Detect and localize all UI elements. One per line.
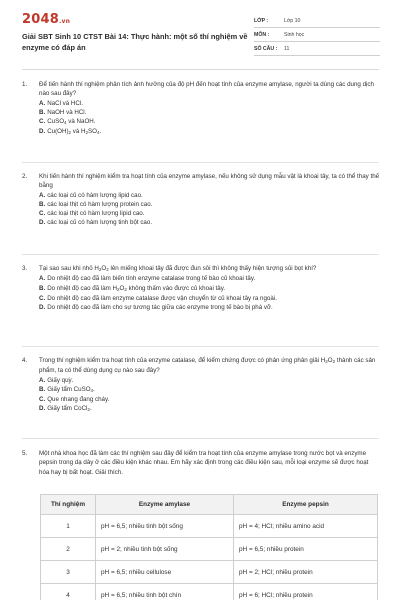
meta-value: 11 (284, 45, 290, 52)
table-row (41, 515, 378, 538)
meta-row-count (254, 42, 380, 56)
question-2 (22, 172, 380, 228)
option-letter: B. (39, 200, 46, 208)
table-cell: pH = 6,5; nhiều tinh bột sống (96, 515, 234, 538)
table-cell: pH = 2; nhiều tinh bột sống (96, 538, 234, 561)
option-letter: C. (39, 294, 46, 302)
question-divider (22, 346, 379, 347)
question-5 (22, 449, 380, 477)
option-letter: B. (39, 108, 46, 116)
question-text (39, 264, 380, 274)
table-row (41, 561, 378, 584)
subscript: 2 (98, 267, 102, 272)
column-header: Thí nghiệm (41, 495, 96, 515)
option-text: Do nhiệt độ cao đã làm biến tính enzyme catalase trong tế bào củ khoai tây. (47, 275, 256, 283)
table-header-row (41, 495, 378, 515)
option-text: Giấy quỳ. (47, 376, 74, 384)
meta-label: SỐ CÂU : (254, 45, 278, 52)
option-a[interactable] (39, 274, 380, 283)
option-d[interactable] (39, 404, 380, 414)
site-logo[interactable] (22, 12, 70, 27)
table-cell: pH = 6; HCl; nhiều protein (234, 584, 378, 600)
option-b[interactable] (39, 200, 380, 209)
option-text: các loại củ có hàm lượng tinh bột cao. (47, 219, 153, 227)
option-d[interactable] (39, 218, 380, 227)
question-text: Để tiến hành thí nghiệm phân tích ảnh hưởng của độ pH đến hoạt tính của enzyme amylase, người ta dùng các dung dịch nào sau đây? (39, 81, 374, 98)
option-text: Do nhiệt độ cao đã làm H (47, 284, 118, 292)
subscript: 2 (124, 286, 127, 292)
table-cell: 1 (41, 515, 96, 538)
question-text-part: thành các sản phẩm, ta có thể dùng dụng cụ nào sau đây? (39, 357, 376, 375)
subscript: 2 (87, 407, 90, 413)
option-letter: C. (39, 396, 46, 404)
question-number: 4. (22, 357, 28, 364)
option-letter: C. (39, 118, 46, 126)
option-b[interactable] (39, 284, 380, 294)
table-row (41, 584, 378, 600)
table-cell: 4 (41, 584, 96, 600)
header-divider (22, 69, 379, 70)
question-text-part: lên miếng khoai tây đã được đun sôi thì không thấy hiện tượng sủi bọt khí? (108, 265, 317, 272)
option-c[interactable] (39, 395, 380, 404)
subscript: 2 (106, 267, 109, 272)
option-text: NaOH và HCl. (47, 108, 87, 116)
meta-row-grade (254, 14, 380, 28)
option-text: và NaOH. (66, 118, 96, 126)
option-text: O (119, 284, 125, 292)
question-text (39, 356, 380, 376)
subscript: 2 (325, 359, 328, 364)
option-text: CuSO (47, 118, 65, 126)
table-row (41, 538, 378, 561)
option-letter: C. (39, 210, 46, 218)
option-b[interactable] (39, 385, 380, 395)
question-number: 1. (22, 81, 28, 88)
option-c[interactable] (39, 117, 380, 127)
option-text: và H (71, 128, 86, 136)
question-text: Khi tiến hành thí nghiệm kiểm tra hoạt tính của enzyme amylase, nếu không sử dụng mẫu vật là khoai tây, ta có thể thay thế bằng (39, 173, 380, 190)
option-letter: D. (39, 405, 46, 413)
subscript: 4 (96, 130, 100, 136)
subscript: 2 (85, 130, 88, 136)
option-text: Giấy tẩm CuSO (47, 385, 91, 393)
option-text: SO (87, 128, 97, 136)
meta-row-subject (254, 28, 380, 42)
option-text: Giấy tẩm CoCl (47, 405, 88, 413)
question-4 (22, 356, 380, 415)
option-letter: A. (39, 376, 46, 384)
question-text: Một nhà khoa học đã làm các thí nghiệm sau đây để kiểm tra hoạt tính của enzyme amylase trong nước bọt và enzyme pepsin trong dạ dày ở các điều kiện khác nhau. Em hãy xác định trong các điều kiện sau, mỗi loại enzyme sẽ được hoạt hóa hay bị bất hoạt. Giải thích. (39, 450, 369, 476)
meta-value: Lớp 10 (284, 17, 301, 24)
question-number: 2. (22, 173, 28, 180)
option-letter: D. (39, 304, 46, 312)
option-c[interactable] (39, 209, 380, 218)
column-header: Enzyme amylase (96, 495, 234, 515)
question-divider (22, 254, 379, 255)
question-divider (22, 162, 379, 163)
meta-label: LỚP : (254, 17, 269, 24)
table-cell: 3 (41, 561, 96, 584)
meta-info (254, 14, 380, 56)
table-cell: pH = 6,5; nhiều protein (234, 538, 378, 561)
option-text: Que nhang đang cháy. (47, 396, 110, 404)
option-text: . (89, 405, 92, 413)
page-header (0, 0, 400, 66)
option-letter: A. (39, 191, 46, 199)
table-cell: pH = 4; HCl; nhiều amino acid (234, 515, 378, 538)
logo-suffix: .vn (58, 18, 71, 25)
option-letter: B. (39, 284, 46, 292)
question-number: 5. (22, 450, 28, 457)
column-header: Enzyme pepsin (234, 495, 378, 515)
question-text-part: Tại sao sau khi nhỏ H (39, 265, 99, 272)
option-d[interactable] (39, 127, 380, 137)
subscript: 2 (68, 130, 72, 136)
subscript: 4 (64, 120, 67, 126)
table-cell: pH = 6,5; nhiều cellulose (96, 561, 234, 584)
option-a[interactable] (39, 191, 380, 200)
option-a[interactable] (39, 99, 380, 108)
option-c[interactable] (39, 294, 380, 303)
question-3 (22, 264, 380, 312)
option-text: các loại thịt có hàm lượng lipid cao. (47, 210, 145, 218)
option-text: Do nhiệt độ cao đã làm enzyme catalase được vận chuyển từ củ khoai tây ra ngoài. (47, 294, 277, 302)
option-d[interactable] (39, 303, 380, 312)
option-letter: D. (39, 219, 46, 227)
option-a[interactable] (39, 376, 380, 385)
question-text-part: Trong thí nghiệm kiểm tra hoạt tính của enzyme catalase, để kiểm chứng được có phản ứng phân giải H (39, 357, 326, 364)
option-text: các loại củ có hàm lượng lipid cao. (47, 191, 143, 199)
question-number: 3. (22, 265, 28, 272)
question-divider (22, 438, 379, 439)
option-letter: A. (39, 99, 46, 107)
option-text: NaCl và HCl. (47, 99, 83, 107)
subscript: 4 (90, 387, 94, 393)
option-text: Cu(OH) (47, 128, 69, 136)
option-text: các loại thịt có hàm lượng protein cao. (47, 200, 153, 208)
subscript: 2 (117, 286, 120, 292)
option-letter: A. (39, 275, 46, 283)
logo-text: 2048 (22, 12, 59, 27)
option-text: không thấm vào được củ khoai tây. (126, 284, 226, 292)
option-text: . (93, 385, 95, 393)
question-text-part: O (101, 265, 107, 272)
option-letter: D. (39, 128, 46, 136)
option-b[interactable] (39, 108, 380, 117)
meta-label: MÔN : (254, 31, 270, 38)
table-cell: pH = 2; HCl; nhiều protein (234, 561, 378, 584)
experiment-table (40, 494, 378, 600)
option-letter: B. (39, 385, 46, 393)
option-text: . (99, 128, 102, 136)
option-text: Do nhiệt độ cao đã làm cho sự tương tác giữa các enzyme trong tế bào bị phá vỡ. (47, 304, 273, 312)
table-cell: pH = 6,5; nhiều tinh bột chín (96, 584, 234, 600)
question-text-part: O (327, 357, 333, 364)
question-1 (22, 80, 380, 138)
page-title: Giải SBT Sinh 10 CTST Bài 14: Thực hành: một số thí nghiệm về enzyme có đáp án (22, 32, 248, 52)
meta-value: Sinh học (284, 31, 305, 38)
subscript: 2 (332, 359, 336, 364)
table-cell: 2 (41, 538, 96, 561)
